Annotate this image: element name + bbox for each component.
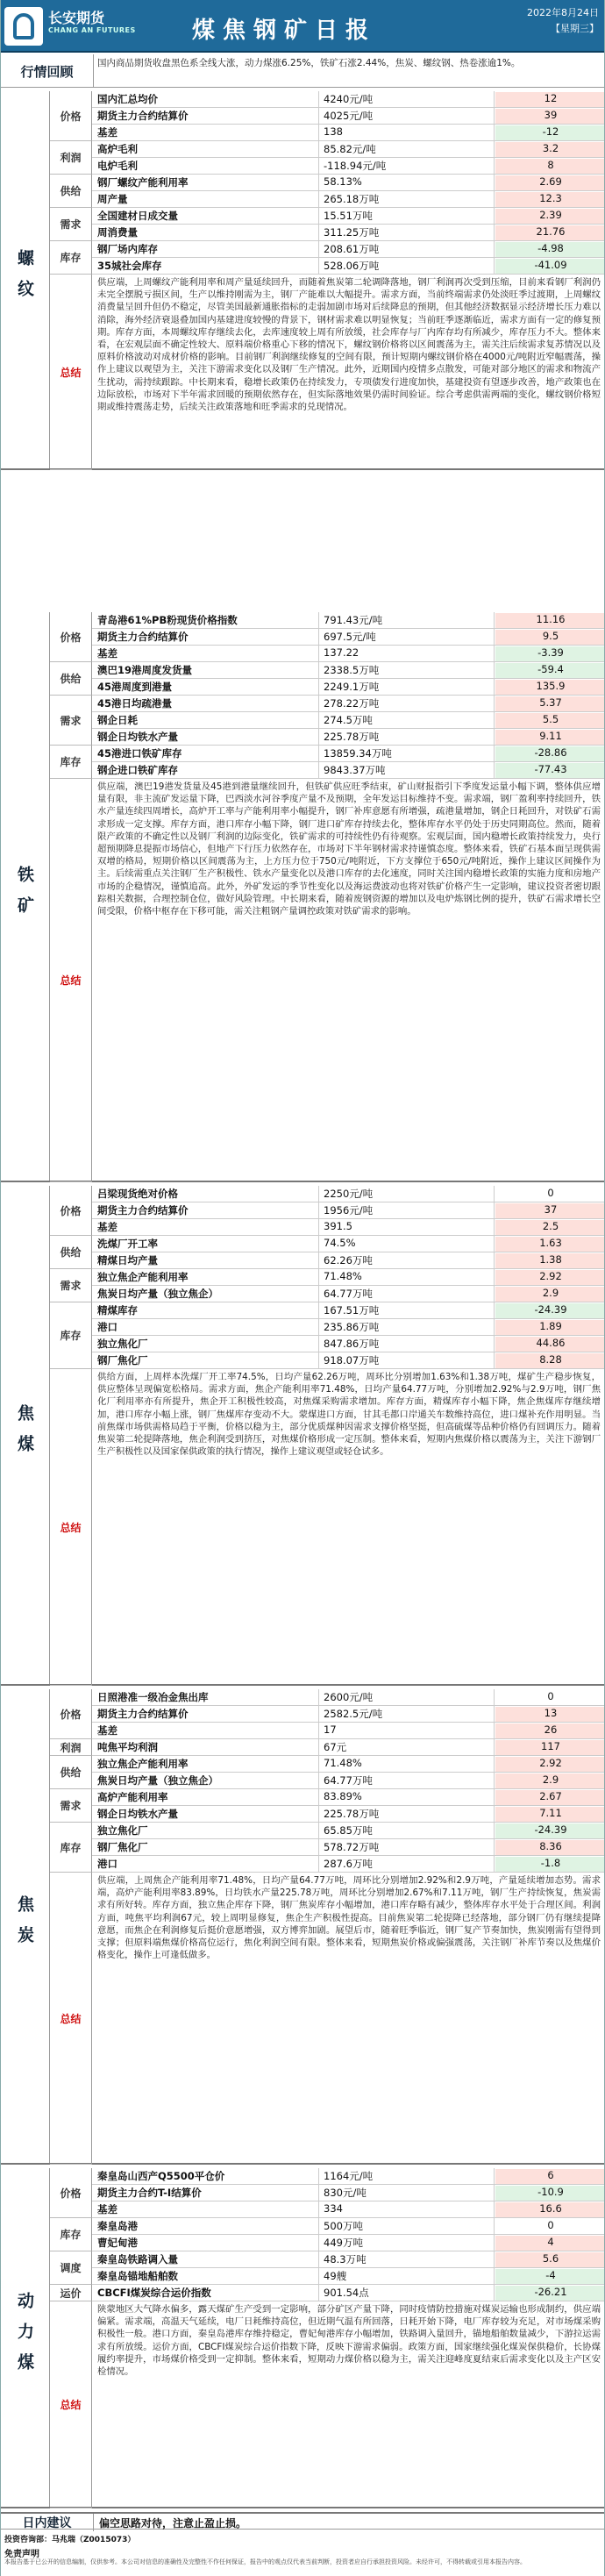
indicator-name: 基差	[97, 647, 117, 660]
group-label: 库存	[50, 241, 92, 275]
indicator-row	[92, 1336, 605, 1352]
indicator-row	[92, 2251, 605, 2268]
indicator-row	[92, 1806, 605, 1823]
disclaimer-text: 本报告基于已公开的信息编制，仅供参考。本公司对信息的准确性及完整性不作任何保证，报告中的观点仅代表当前判断，投资者应自行承担投资风险。未经许可，不得转载或引用本报告内容。	[4, 2558, 526, 2565]
indicator-change: 37	[495, 1203, 605, 1218]
group-label: 供给	[50, 175, 92, 208]
intraday-advice	[1, 2512, 605, 2530]
indicator-value: 4240元/吨	[324, 93, 374, 105]
indicator-change: 2.69	[495, 175, 605, 190]
indicator-change: 0	[547, 1690, 554, 1702]
indicator-name: 高炉毛利	[97, 143, 138, 155]
indicator-change: 0	[547, 2219, 554, 2231]
indicator-change: 2.92	[495, 1270, 605, 1285]
summary-label: 总结	[50, 1873, 92, 2165]
indicator-row	[92, 1352, 605, 1369]
summary-text: 供应端，上周焦企产能利用率71.48%，日均产量64.77万吨，周环比分别增加2.92%和2.9万吨，产量延续增加态势。需求端，高炉产能利用率83.89%，日均铁水产量225.78万吨，周环比分别增加2.67%和7.11万吨，钢厂生产持续恢复，焦炭需求有所好转。库存方面，独立焦企库存下降，钢厂焦炭库存小幅增加，港口库存略有减少，整体库存水平处于合理区间。利润方面，吨焦平均利润67元，较上周明显修复，焦企生产积极性提高。目前焦炭第二轮提降已经落地，部分钢厂仍有继续提降意愿，而焦企在利润修复后挺价意愿增强，双方博弈加剧。展望后市，随着旺季临近，钢厂复产节奏加快，焦炭刚需有望得到支撑；但原料端焦煤价格高位运行，焦化利润空间有限。整体来看，短期焦炭价格或偏强震荡，关注钢厂补库节奏以及焦煤价格变化，操作上可逢低做多。	[97, 1875, 601, 1961]
indicator-row	[92, 1723, 605, 1739]
report-title: 煤焦钢矿日报	[192, 18, 377, 44]
indicator-row	[92, 1186, 605, 1202]
indicator-change: 2.92	[495, 1757, 605, 1772]
indicator-row	[92, 1773, 605, 1789]
company-logo	[4, 7, 43, 46]
indicator-change: -24.39	[495, 1823, 605, 1838]
indicator-value: 71.48%	[324, 1757, 362, 1769]
indicator-name: 期货主力合约结算价	[97, 631, 189, 643]
group-label: 价格	[50, 2168, 92, 2218]
indicator-name: 基差	[97, 1221, 117, 1233]
indicator-row	[92, 696, 605, 712]
indicator-change: -28.86	[495, 746, 605, 761]
indicator-name: CBCFI煤炭综合运价指数	[97, 2287, 211, 2299]
indicator-value: 17	[324, 1723, 337, 1736]
indicator-row	[92, 158, 605, 175]
indicator-name: 秦皇岛山西产Q5500平仓价	[97, 2170, 225, 2182]
indicator-value: 500万吨	[324, 2220, 363, 2232]
group-label: 供给	[50, 662, 92, 696]
report-date: 2022年8月24日	[527, 7, 599, 18]
summary-label: 总结	[50, 2301, 92, 2508]
indicator-row	[92, 175, 605, 191]
indicator-change: -4.98	[495, 242, 605, 257]
indicator-change: 8	[495, 159, 605, 174]
disclaimer-title: 免责声明	[4, 2550, 39, 2559]
summary-text: 供给方面，上周样本洗煤厂开工率74.5%，日均产量62.26万吨，周环比分别增加1.63%和1.38万吨，煤矿生产稳步恢复，供应整体呈现偏宽松格局。需求方面，焦企产能利用率71.48%，日均产量64.77万吨，分别增加2.92%与2.9万吨，钢厂焦化厂利用率亦有所提升，焦企开工积极性较高，对焦煤采购需求增加。库存方面，精煤库存小幅下降，焦企焦煤库存继续增加，港口库存小幅上涨，钢厂焦煤库存变动不大。蒙煤进口方面，甘其毛都口岸通关车数维持高位，进口煤补充作用明显。当前焦煤市场供需格局趋于平衡，价格以稳为主，部分优质煤种因需求支撑价格坚挺，但高硫煤等品种价格仍有回调压力。随着焦炭第二轮提降落地，焦企利润受到挤压，对焦煤价格形成一定压制。整体来看，短期内焦煤价格以震荡为主，关注下游钢厂生产积极性以及国家保供政策的执行情况，操作上建议观望或轻仓试多。	[97, 1372, 601, 1458]
indicator-name: 澳巴19港周度发货量	[97, 664, 193, 676]
indicator-name: 周消费量	[97, 226, 138, 239]
indicator-change: 11.16	[495, 613, 605, 628]
indicator-name: 吨焦平均利润	[97, 1741, 158, 1753]
indicator-value: 71.48%	[324, 1270, 362, 1282]
group-label: 需求	[50, 696, 92, 746]
indicator-name: 焦炭日均产量（独立焦企）	[97, 1774, 218, 1787]
indicator-row	[92, 1236, 605, 1252]
indicator-value: 138	[324, 125, 343, 138]
indicator-value: 4025元/吨	[324, 110, 374, 122]
indicator-change: -4	[495, 2269, 605, 2284]
indicator-name: 国内汇总均价	[97, 93, 158, 105]
indicator-name: 独立焦化厂	[97, 1338, 148, 1350]
indicator-row	[92, 662, 605, 679]
indicator-value: 334	[324, 2202, 343, 2215]
group-label: 库存	[50, 746, 92, 779]
indicator-value: 391.5	[324, 1220, 352, 1232]
indicator-value: 2582.5元/吨	[324, 1708, 383, 1720]
group-label: 价格	[50, 1689, 92, 1739]
brand-name-cn: 长安期货	[48, 10, 105, 26]
indicator-name: 青岛港61%PB粉现货价格指数	[97, 614, 238, 626]
indicator-name: 独立焦企产能利用率	[97, 1271, 189, 1283]
indicator-row	[92, 746, 605, 762]
logo-icon	[13, 13, 34, 39]
indicator-row	[92, 1789, 605, 1806]
indicator-value: 578.72万吨	[324, 1841, 380, 1853]
indicator-value: 1164元/吨	[324, 2170, 374, 2182]
section-1	[1, 612, 605, 1182]
indicator-name: 精煤库存	[97, 1304, 138, 1317]
indicator-value: 208.61万吨	[324, 243, 380, 255]
indicator-name: 吕梁现货绝对价格	[97, 1188, 178, 1200]
indicator-value: 137.22	[324, 646, 359, 659]
indicator-value: 528.06万吨	[324, 260, 380, 272]
section-4	[1, 2168, 605, 2508]
indicator-value: -118.94元/吨	[324, 160, 387, 172]
indicator-change: 117	[495, 1740, 605, 1755]
indicator-value: 2250元/吨	[324, 1188, 374, 1200]
report-header	[1, 0, 605, 53]
indicator-value: 64.77万吨	[324, 1774, 373, 1787]
indicator-row	[92, 679, 605, 696]
indicator-row	[92, 2235, 605, 2251]
indicator-name: 钢厂螺纹产能利用率	[97, 176, 189, 189]
indicator-name: 曹妃甸港	[97, 2237, 138, 2249]
indicator-value: 2249.1万吨	[324, 681, 380, 693]
indicator-value: 278.22万吨	[324, 697, 380, 710]
indicator-row	[92, 762, 605, 779]
indicator-name: 秦皇岛港	[97, 2220, 138, 2232]
indicator-name: 基差	[97, 126, 117, 139]
indicator-value: 918.07万吨	[324, 1354, 380, 1366]
indicator-change: 9.5	[495, 630, 605, 645]
indicator-value: 265.18万吨	[324, 193, 380, 205]
indicator-change: 26	[495, 1723, 605, 1738]
summary-text: 供应端，澳巴19港发货量及45港到港量继续回升，但铁矿供应旺季结束，矿山财报指引下季度发运量小幅下调，整体供应增量有限，非主流矿发运量下降，巴西淡水河谷季度产量不及预期，全年发运目标维持不变。需求端，钢厂盈利率持续回升，铁水产量连续四周增长，高炉开工率与产能利用率小幅提升，钢厂补库意愿有所增强，疏港量增加，钢企日耗回升，对铁矿石需求形成一定支撑。库存方面，港口库存小幅下降，钢厂进口矿库存持续去化，整体库存水平仍处于历史同期高位。然而，随着限产政策的不确定性以及钢厂利润的边际变化，铁矿需求的可持续性仍有待观察。宏观层面，国内稳增长政策持续发力，央行超预期降息提振市场信心，但地产下行压力依然存在，市场对下半年钢材需求持谨慎态度。整体来看，铁矿石基本面呈现供需双增的格局，短期价格以区间震荡为主，上方压力位于750元/吨附近，下方支撑位于650元/吨附近，操作上建议区间操作为主。后续需重点关注钢厂生产积极性、铁水产量变化以及港口库存的去化速度，同时关注国内稳增长政策的实施力度和房地产市场的企稳情况，谨慎追高。此外，外矿发运的季节性变化以及海运费波动也将对铁矿价格产生一定影响，建议投资者密切跟踪相关数据，合理控制仓位，做好风险管理。中长期来看，随着废钢资源的增加以及电炉炼钢比例的提升，铁矿石需求增长空间受限，价格中枢存在下移可能，需关注粗钢产量调控政策对铁矿需求的影响。	[97, 781, 601, 917]
indicator-name: 港口	[97, 1858, 117, 1870]
market-review-label: 行情回顾	[1, 54, 94, 88]
indicator-value: 64.77万吨	[324, 1288, 373, 1300]
advice-text: 偏空思路对待，注意止盈止损。	[99, 2517, 247, 2530]
summary-text: 陕蒙地区大气降水偏多，露天煤矿生产受到一定影响，部分矿区产量下降，同时疫情防控措施对煤炭运输也形成制约，供应端偏紧。需求端，高温天气延续，电厂日耗维持高位，但近期气温有所回落，日耗开始下降，电厂库存较为充足，对市场煤采购积极性一般。港口方面，秦皇岛港库存维持稳定，曹妃甸港库存小幅增加，铁路调入量回升，锚地船舶数量减少，下游拉运需求有所放缓。运价方面，CBCFI煤炭综合运价指数下降，反映下游需求偏弱。政策方面，国家继续强化煤炭保供稳价，长协煤履约率提升，市场煤价格受到一定抑制。整体来看，短期动力煤价格以稳为主，需关注迎峰度夏结束后需求变化以及主产区安检情况。	[97, 2304, 601, 2378]
indicator-name: 45港进口铁矿库存	[97, 747, 182, 760]
indicator-row	[92, 1269, 605, 1286]
indicator-name: 秦皇岛锚地船舶数	[97, 2270, 178, 2282]
indicator-change: 3.2	[495, 142, 605, 157]
indicator-value: 48.3万吨	[324, 2253, 367, 2266]
indicator-change: -77.43	[495, 763, 605, 778]
indicator-row	[92, 2268, 605, 2285]
indicator-change: 44.86	[495, 1337, 605, 1352]
group-label: 利润	[50, 141, 92, 175]
indicator-value: 1956元/吨	[324, 1204, 374, 1217]
group-label: 利润	[50, 1739, 92, 1756]
indicator-row	[92, 2185, 605, 2201]
indicator-value: 15.51万吨	[324, 210, 373, 222]
indicator-name: 钢厂焦化厂	[97, 1354, 148, 1366]
indicator-change: 39	[495, 109, 605, 124]
indicator-row	[92, 125, 605, 141]
indicator-name: 35城社会库存	[97, 260, 162, 272]
indicator-value: 58.13%	[324, 175, 362, 188]
indicator-value: 791.43元/吨	[324, 614, 383, 626]
indicator-row	[92, 91, 605, 108]
summary-label: 总结	[50, 275, 92, 470]
indicator-name: 期货主力合约结算价	[97, 1204, 189, 1217]
indicator-change: 2.5	[495, 1220, 605, 1235]
indicator-change: 2.9	[495, 1773, 605, 1788]
indicator-value: 847.86万吨	[324, 1338, 380, 1350]
indicator-change: -1.8	[495, 1857, 605, 1872]
indicator-change: 8.28	[495, 1353, 605, 1368]
indicator-change: -59.4	[495, 663, 605, 678]
indicator-name: 期货主力合约结算价	[97, 110, 189, 122]
indicator-value: 225.78万吨	[324, 1808, 380, 1820]
indicator-change: 12.3	[495, 192, 605, 207]
section-label: 动力煤	[1, 2168, 50, 2507]
indicator-change: -26.21	[495, 2286, 605, 2301]
indicator-change: 16.6	[495, 2202, 605, 2217]
summary-label: 总结	[50, 779, 92, 1182]
indicator-value: 74.5%	[324, 1237, 356, 1249]
group-label: 需求	[50, 1789, 92, 1823]
indicator-change: 5.5	[495, 713, 605, 728]
market-review-text: 国内商品期货收盘黑色系全线大涨，动力煤涨6.25%，铁矿石涨2.44%，焦炭、螺纹钢、热卷涨逾1%。	[97, 58, 521, 68]
indicator-value: 65.85万吨	[324, 1824, 373, 1837]
indicator-name: 钢企日均铁水产量	[97, 731, 178, 743]
indicator-row	[92, 2218, 605, 2235]
indicator-value: 697.5元/吨	[324, 631, 376, 643]
indicator-value: 901.54点	[324, 2287, 369, 2299]
indicator-change: 1.38	[495, 1253, 605, 1268]
indicator-value: 83.89%	[324, 1790, 362, 1802]
indicator-change: -10.9	[495, 2186, 605, 2201]
summary-text: 供应端，上周螺纹产能利用率和周产量延续回升，而随着焦炭第二轮调降落地，钢厂利润再次受到压缩，目前来看钢厂利润仍未完全摆脱亏损区间，生产以维持刚需为主，钢厂产能难以大幅提升。需求方面，当前终端需求仍处淡旺季过渡期，上周螺纹消费量呈回升但仍不稳定，尽管美国最新通胀指标的走弱加剧市场对后续降息的预期，但其他经济数据显示经济增长压力难以消除，海外经济衰退叠加国内基建进度较慢的背景下，钢材需求难以明显恢复；当前旺季逐渐临近，需求方面有一定的修复预期。库存方面，本周螺纹库存继续去化，去库速度较上周有所放缓，社会库存与厂内库存均有所减少，库存压力不大。整体来看，在宏观层面不确定性较大、原料端价格重心下移的情况下，螺纹钢价格将以区间震荡为主，需关注后续需求复苏情况以及原料价格波动对成材价格的影响。目前钢厂利润继续修复的空间有限，预计短期内螺纹钢价格在4000元/吨附近窄幅震荡，操作上建议以观望为主，关注下游需求变化以及钢厂生产情况。此外，近期国内疫情多点散发，可能对部分地区的需求和物流产生扰动，需持续跟踪。中长期来看，稳增长政策仍在持续发力，专项债发行进度加快，基建投资有望逐步改善，地产政策也在边际放松，市场对下半年需求回暖的预期依然存在，但实际落地效果仍需时间验证。综合考虑供需两端的变化，螺纹钢价格短期或维持震荡走势，后续关注政策落地和旺季需求的兑现情况。	[97, 277, 601, 413]
indicator-row	[92, 1302, 605, 1319]
indicator-value: 67元	[324, 1741, 347, 1753]
indicator-change: 12	[495, 92, 605, 107]
indicator-row	[92, 1856, 605, 1873]
indicator-change: 5.6	[495, 2252, 605, 2267]
section-2	[1, 1186, 605, 1686]
indicator-change: 21.76	[495, 225, 605, 240]
indicator-row	[92, 1219, 605, 1236]
indicator-name: 钢企日均铁水产量	[97, 1808, 178, 1820]
indicator-change: 13	[495, 1707, 605, 1722]
indicator-name: 高炉产能利用率	[97, 1791, 168, 1803]
indicator-row	[92, 241, 605, 258]
group-label: 价格	[50, 612, 92, 662]
group-label: 供给	[50, 1756, 92, 1789]
indicator-name: 基差	[97, 1724, 117, 1737]
indicator-row	[92, 141, 605, 158]
indicator-row	[92, 225, 605, 241]
indicator-name: 45港日均疏港量	[97, 697, 173, 710]
indicator-name: 独立焦化厂	[97, 1824, 148, 1837]
indicator-name: 独立焦企产能利用率	[97, 1758, 189, 1770]
indicator-name: 钢企进口铁矿库存	[97, 764, 178, 776]
indicator-name: 钢企日耗	[97, 714, 138, 726]
indicator-value: 274.5万吨	[324, 714, 373, 726]
indicator-value: 85.82元/吨	[324, 143, 376, 155]
indicator-row	[92, 1823, 605, 1839]
section-label: 螺纹	[1, 91, 50, 468]
section-3	[1, 1689, 605, 2165]
indicator-change: 1.89	[495, 1320, 605, 1335]
indicator-name: 45港周度到港量	[97, 681, 173, 693]
indicator-row	[92, 729, 605, 746]
group-label: 价格	[50, 91, 92, 141]
indicator-change: 5.37	[495, 696, 605, 711]
indicator-name: 钢厂场内库存	[97, 243, 158, 255]
brand-name-en: CHANG AN FUTURES	[48, 26, 136, 34]
section-label: 铁矿	[1, 612, 50, 1181]
group-label: 库存	[50, 2218, 92, 2251]
indicator-change: -41.09	[495, 259, 605, 274]
indicator-value: 49艘	[324, 2270, 347, 2282]
indicator-row	[92, 646, 605, 662]
indicator-value: 62.26万吨	[324, 1254, 373, 1267]
indicator-change: 2.9	[495, 1287, 605, 1302]
indicator-row	[92, 1739, 605, 1756]
indicator-value: 225.78万吨	[324, 731, 380, 743]
indicator-value: 9843.37万吨	[324, 764, 386, 776]
indicator-change: 2.39	[495, 209, 605, 224]
indicator-row	[92, 1252, 605, 1269]
indicator-change: 4	[495, 2236, 605, 2251]
indicator-name: 周产量	[97, 193, 128, 205]
indicator-value: 13859.34万吨	[324, 747, 392, 760]
indicator-row	[92, 1689, 605, 1706]
indicator-row	[92, 712, 605, 729]
indicator-name: 期货主力合约结算价	[97, 1708, 189, 1720]
indicator-name: 期货主力合约T-I结算价	[97, 2187, 202, 2199]
indicator-value: 2600元/吨	[324, 1691, 374, 1703]
analyst-info: 投资咨询部：马兆瑞（Z0015073）	[4, 2536, 136, 2544]
indicator-change: -24.39	[495, 1303, 605, 1318]
indicator-name: 电炉毛利	[97, 160, 138, 172]
indicator-change: 2.67	[495, 1790, 605, 1805]
section-0	[1, 91, 605, 470]
indicator-change: 135.9	[495, 680, 605, 695]
indicator-name: 港口	[97, 1321, 117, 1333]
section-label: 焦炭	[1, 1689, 50, 2163]
group-label: 调度	[50, 2251, 92, 2285]
indicator-change: 7.11	[495, 1807, 605, 1822]
indicator-change: 6	[495, 2169, 605, 2184]
indicator-value: 235.86万吨	[324, 1321, 380, 1333]
indicator-name: 基差	[97, 2203, 117, 2216]
indicator-change: -3.39	[495, 646, 605, 661]
group-label: 库存	[50, 1302, 92, 1369]
group-label: 需求	[50, 208, 92, 241]
indicator-row	[92, 612, 605, 629]
indicator-row	[92, 258, 605, 275]
indicator-value: 287.6万吨	[324, 1858, 373, 1870]
indicator-change: -12	[495, 125, 605, 140]
indicator-row	[92, 2168, 605, 2185]
indicator-name: 洗煤厂开工率	[97, 1238, 158, 1250]
advice-label: 日内建议	[1, 2514, 94, 2531]
indicator-row	[92, 1839, 605, 1856]
group-label: 运价	[50, 2285, 92, 2301]
indicator-row	[92, 208, 605, 225]
indicator-value: 449万吨	[324, 2237, 363, 2249]
indicator-name: 全国建材日成交量	[97, 210, 178, 222]
indicator-name: 焦炭日均产量（独立焦企）	[97, 1288, 218, 1300]
indicator-name: 秦皇岛铁路调入量	[97, 2253, 178, 2266]
indicator-value: 167.51万吨	[324, 1304, 380, 1317]
group-label: 库存	[50, 1823, 92, 1873]
market-review	[1, 54, 605, 88]
indicator-change: 8.36	[495, 1840, 605, 1855]
indicator-row	[92, 108, 605, 125]
report-weekday: 【星期三】	[551, 23, 599, 34]
summary-label: 总结	[50, 1369, 92, 1686]
section-label: 焦煤	[1, 1186, 50, 1684]
indicator-change: 9.11	[495, 730, 605, 745]
indicator-row	[92, 1756, 605, 1773]
indicator-value: 2338.5万吨	[324, 664, 380, 676]
indicator-value: 830元/吨	[324, 2187, 367, 2199]
indicator-row	[92, 1706, 605, 1723]
indicator-name: 精煤日均产量	[97, 1254, 158, 1267]
indicator-row	[92, 2285, 605, 2301]
indicator-row	[92, 1202, 605, 1219]
indicator-row	[92, 629, 605, 646]
group-label: 价格	[50, 1186, 92, 1236]
indicator-name: 日照港准一级冶金焦出库	[97, 1691, 209, 1703]
indicator-row	[92, 1319, 605, 1336]
group-label: 需求	[50, 1269, 92, 1302]
indicator-row	[92, 191, 605, 208]
indicator-row	[92, 2201, 605, 2218]
indicator-change: 0	[547, 1187, 554, 1199]
indicator-value: 311.25万吨	[324, 226, 380, 239]
indicator-change: 1.63	[495, 1237, 605, 1252]
indicator-name: 钢厂焦化厂	[97, 1841, 148, 1853]
group-label: 供给	[50, 1236, 92, 1269]
indicator-row	[92, 1286, 605, 1302]
